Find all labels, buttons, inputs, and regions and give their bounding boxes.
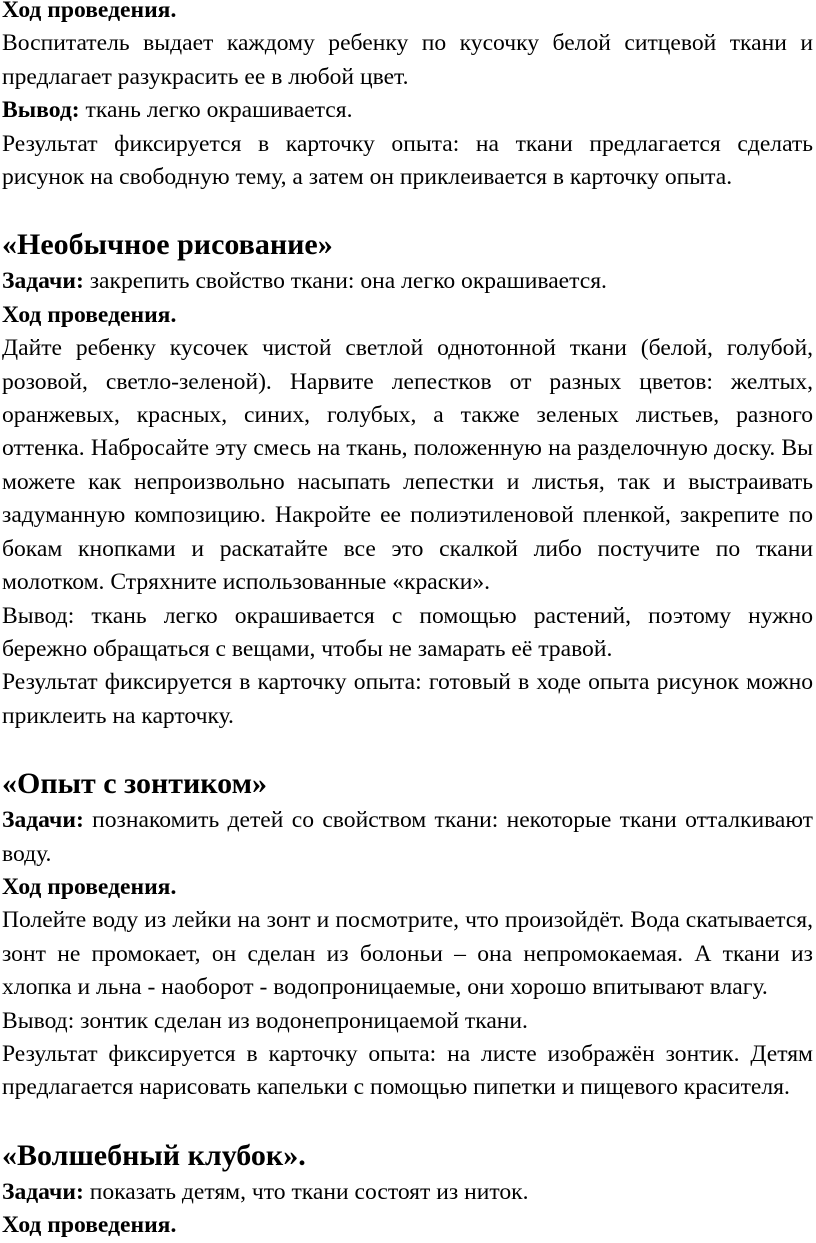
result-paragraph: Результат фиксируется в карточку опыта: на ткани предлагается сделать рисунок на свободную тему, а затем он приклеивается в карточку опыта. [2,130,813,191]
tasks-text: показать детям, что ткани состоят из ниток. [83,1178,529,1205]
course-label: Ход проведения. [2,873,177,900]
tasks-label: Задачи: [2,268,84,295]
body-paragraph: Полейте воду из лейки на зонт и посмотрите, что произойдёт. Вода скатывается, зонт не промокает, он сделан из болоньи – она непромокаемая. А ткани из хлопка и льна - наоборот - водопроницаемые, они хорошо впитывают влагу. [2,907,813,1001]
tasks-paragraph [2,265,813,298]
tasks-text: познакомить детей со свойством ткани: некоторые ткани отталкивают воду. [2,807,813,867]
course-heading [2,871,813,904]
course-heading [2,299,813,332]
section-title: «Опыт с зонтиком» [2,767,268,801]
section-title: «Необычное рисование» [2,228,333,262]
tasks-label: Задачи: [2,1178,84,1205]
conclusion-text: ткань легко окрашивается. [79,97,353,124]
conclusion-label: Вывод: [2,97,80,124]
conclusion-paragraph [2,94,813,127]
body-paragraph: Вывод: зонтик сделан из водонепроницаемой ткани. [2,1007,528,1034]
tasks-paragraph [2,804,813,871]
course-paragraph: Воспитатель выдает каждому ребенку по кусочку белой ситцевой ткани и предлагает разукрасить ее в любой цвет. [2,30,813,90]
course-label: Ход проведения. [2,1212,177,1239]
tasks-label: Задачи: [2,807,84,834]
body-paragraph: Вывод: ткань легко окрашивается с помощью растений, поэтому нужно бережно обращаться с вещами, чтобы не замарать её травой. [2,602,813,662]
body-paragraph: Результат фиксируется в карточку опыта: готовый в ходе опыта рисунок можно приклеить на карточку. [2,669,813,729]
course-label: Ход проведения. [2,0,177,23]
tasks-paragraph [2,1176,813,1209]
course-heading [2,1209,813,1242]
body-paragraph: Дайте ребенку кусочек чистой светлой однотонной ткани (белой, голубой, розовой, светло-зеленой). Нарвите лепестков от разных цветов: желтых, оранжевых, красных, синих, голубых, а также зеленых листьев, разного оттенка. Набросайте эту смесь на ткань, положенную на разделочную доску. Вы можете как непроизвольно насыпать лепестки и листья, так и выстраивать задуманную композицию. Накройте ее полиэтиленовой пленкой, закрепите по бокам кнопками и раскатайте все это скалкой либо постучите по ткани молотком. Стряхните использованные «краски». [2,335,813,596]
tasks-text: закрепить свойство ткани: она легко окрашивается. [83,268,607,295]
body-paragraph: Результат фиксируется в карточку опыта: на листе изображён зонтик. Детям предлагается нарисовать капельки с помощью пипетки и пищевого красителя. [2,1040,813,1101]
course-heading [2,0,813,27]
course-label: Ход проведения. [2,301,177,328]
section-title: «Волшебный клубок». [2,1138,306,1172]
